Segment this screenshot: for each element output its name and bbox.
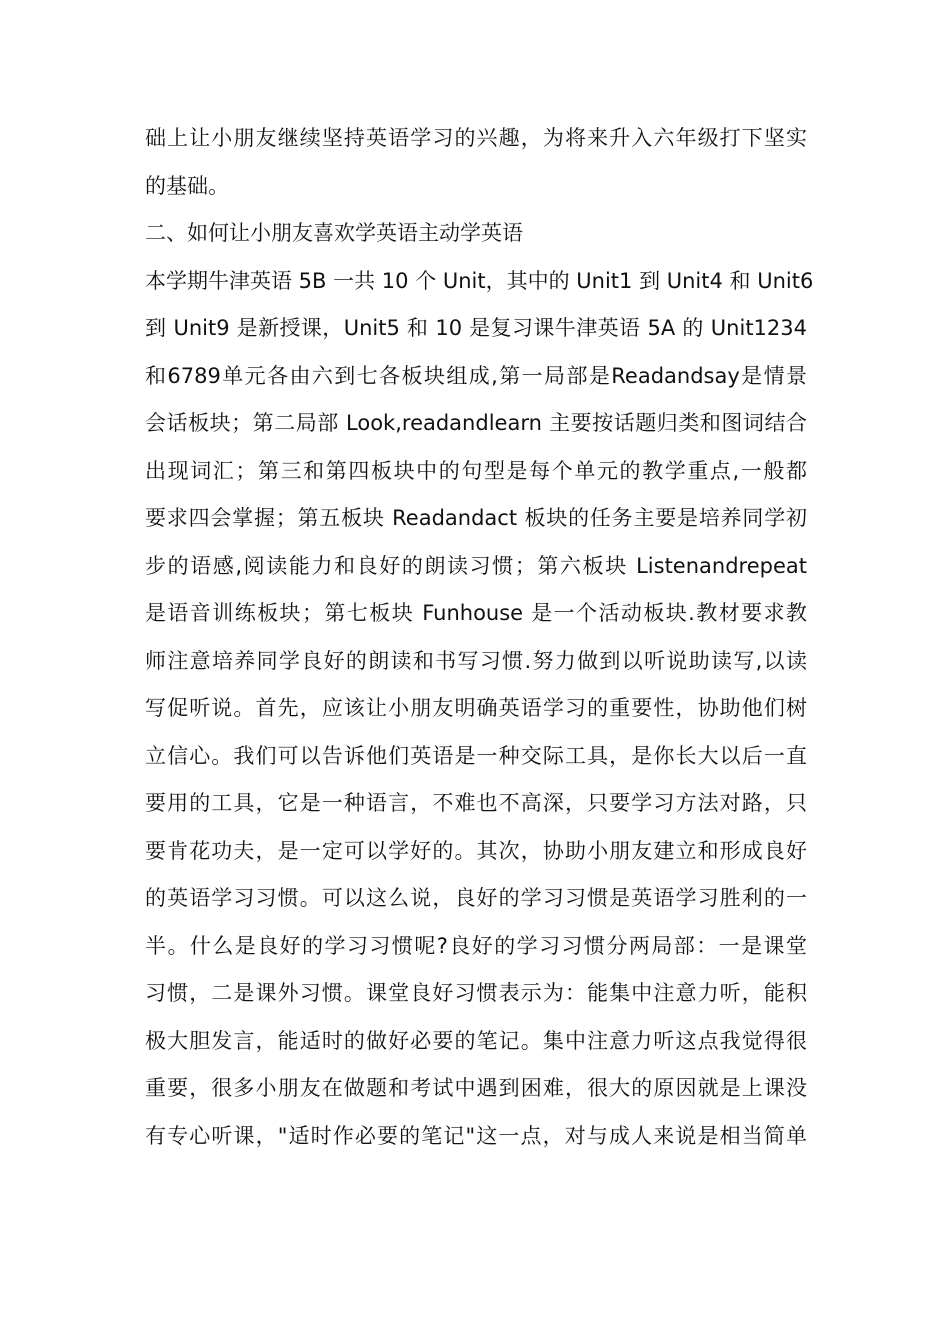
text-line: 和6789单元各由六到七各板块组成,第一局部是Readandsay是情景 [145,363,807,388]
text-line: 极大胆发言，能适时的做好必要的笔记。集中注意力听这点我觉得很 [145,1028,807,1053]
text-line: 步的语感,阅读能力和良好的朗读习惯；第六板块 Listenandrepeat [145,553,807,578]
text-line: 要求四会掌握；第五板块 Readandact 板块的任务主要是培养同学初 [145,506,807,530]
text-line: 会话板块；第二局部 Look,readandlearn 主要按话题归类和图词结合 [145,411,807,435]
section-heading: 二、如何让小朋友喜欢学英语主动学英语 [145,221,523,245]
text-line: 要用的工具，它是一种语言，不难也不高深，只要学习方法对路，只 [145,791,807,815]
text-line: 半。什么是良好的学习习惯呢?良好的学习习惯分两局部：一是课堂 [145,933,807,958]
document-body [145,115,814,1160]
text-line: 到 Unit9 是新授课，Unit5 和 10 是复习课牛津英语 5A 的 Unit1234 [145,316,807,340]
text-line: 础上让小朋友继续坚持英语学习的兴趣，为将来升入六年级打下坚实 [145,126,807,150]
text-line: 的基础。 [145,173,229,198]
text-line: 师注意培养同学良好的朗读和书写习惯.努力做到以听说助读写,以读 [145,648,807,673]
text-line: 出现词汇；第三和第四板块中的句型是每个单元的教学重点,一般都 [145,458,807,483]
text-line: 有专心听课，"适时作必要的笔记"这一点，对与成人来说是相当简单 [145,1123,807,1148]
text-line: 重要，很多小朋友在做题和考试中遇到困难，很大的原因就是上课没 [145,1076,807,1100]
text-line: 习惯，二是课外习惯。课堂良好习惯表示为：能集中注意力听，能积 [145,981,807,1005]
text-line: 要肯花功夫，是一定可以学好的。其次，协助小朋友建立和形成良好 [145,838,807,863]
text-line: 立信心。我们可以告诉他们英语是一种交际工具，是你长大以后一直 [145,743,807,768]
text-line: 写促听说。首先，应该让小朋友明确英语学习的重要性，协助他们树 [145,696,807,720]
text-line: 的英语学习习惯。可以这么说，良好的学习习惯是英语学习胜利的一 [145,886,807,910]
text-line: 是语音训练板块；第七板块 Funhouse 是一个活动板块.教材要求教 [145,601,807,625]
text-line: 本学期牛津英语 5B 一共 10 个 Unit，其中的 Unit1 到 Unit4 和 Unit6 [145,268,814,293]
